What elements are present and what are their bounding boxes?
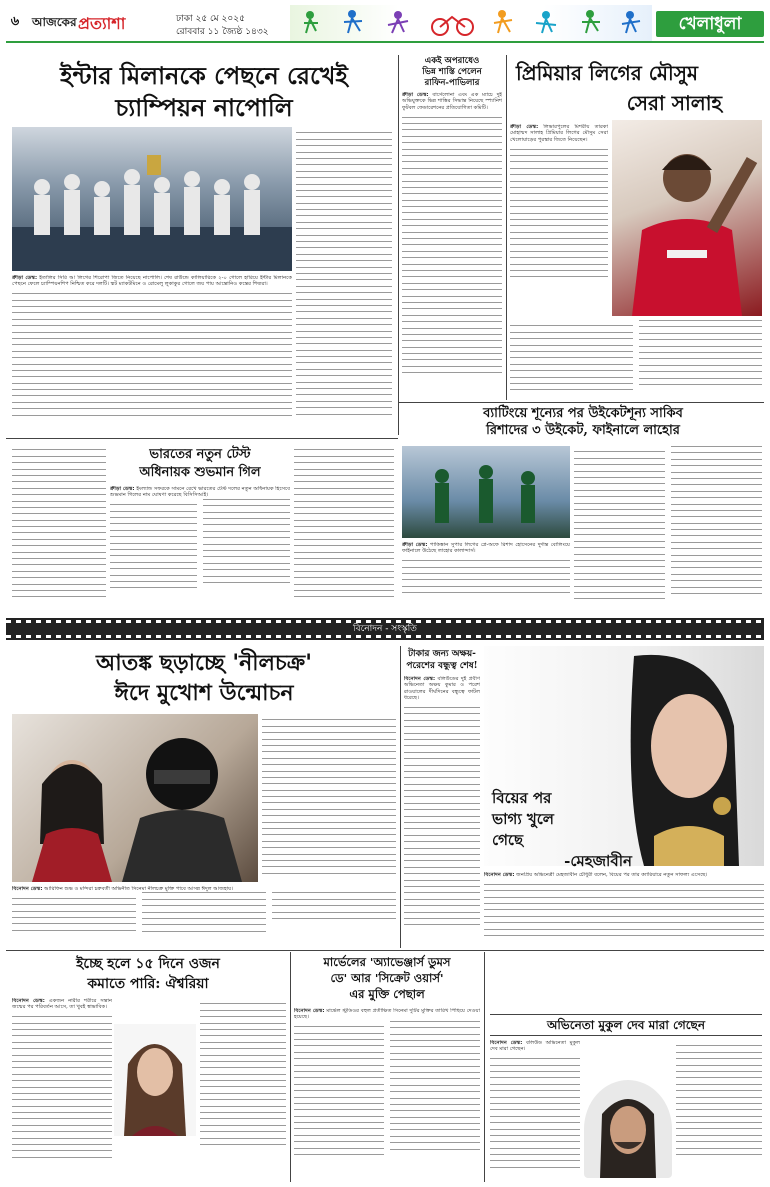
entertainment-label: বিনোদন - সংস্কৃতি (310, 623, 460, 635)
marvel-headline (294, 954, 480, 1002)
napoli-body-continuation (12, 293, 292, 415)
mukul-body (490, 1040, 580, 1180)
aishwarya-body-2 (200, 998, 286, 1178)
rafinha-body-text: বার্সেলোনা এবং এক ম্যাচে দুই অভিযুক্তকে ভিন্ন শাস্তির সিদ্ধান্ত নিয়েছে স্প্যানিশ ফুটবল ফেডারেশনের প্রতিযোগিতা কমিটি। (402, 92, 502, 111)
neelchakra-headline (12, 648, 396, 708)
aishwarya-body-text: একজন নারীর শরীরে সন্তান জন্মের পর পরিবর্তন আসে, তা খুবই স্বাভাবিক। (12, 998, 112, 1011)
shakib-body-lead: ক্রীড়া ডেস্ক: (402, 542, 428, 548)
marvel-headline-line-3: এর মুক্তি পেছাল (349, 987, 425, 1001)
mehazabien-body-lead: বিনোদন ডেস্ক: (484, 872, 515, 878)
salah-body-lead: ক্রীড়া ডেস্ক: (510, 124, 539, 130)
salah-body (510, 124, 608, 314)
neelchakra-body-lead: বিনোদন ডেস্ক: (12, 886, 43, 892)
date-line-1: ঢাকা ২৫ মে ২০২৫ (176, 14, 245, 24)
akshay-headline (404, 648, 480, 672)
napoli-headline (14, 60, 394, 124)
salah-photo (612, 120, 762, 316)
neelchakra-headline-line-2: ঈদে মুখোশ উন্মোচন (114, 680, 294, 706)
mehazabien-headline-line-1: বিয়ের পর (492, 789, 552, 807)
salah-body-2 (510, 320, 762, 400)
salah-headline-line-1: প্রিমিয়ার লিগের মৌসুম (516, 61, 699, 85)
shakib-body (402, 542, 570, 608)
aishwarya-headline-line-1: ইচ্ছে হলে ১৫ দিনে ওজন (76, 956, 220, 972)
shakib-photo (402, 446, 570, 538)
marvel-body (294, 1008, 480, 1178)
gill-headline-line-1: ভারতের নতুন টেস্ট (149, 447, 251, 462)
mehazabien-byline: -মেহজাবীন (564, 852, 632, 870)
marvel-body-lead: বিনোদন ডেস্ক: (294, 1008, 325, 1014)
neelchakra-body (12, 886, 396, 946)
gill-body-text: ইংল্যান্ড সফরকে সামনে রেখে ভারতের টেস্ট দলের নতুন অধিনায়ক হিসেবে শুভমান গিলের নাম ঘোষণা করেছে বিসিসিআই। (110, 486, 290, 499)
shakib-headline-line-1: ব্যাটিংয়ে শূন্যের পর উইকেটশূন্য সাকিব (483, 406, 683, 421)
neelchakra-poster-image (12, 714, 258, 882)
napoli-body-text: ইতালির সিরি আ লিগের শিরোপা জিতে নিয়েছে নাপোলি। শেষ রাউন্ডে কালিয়ারিকে ২-০ গোলে হারিয়ে ইন্টার মিলানকে পেছনে ফেলে চ্যাম্পিয়নশিপ নিশ্চিত করে দলটি। স্কট ম্যাকটমিনে ও রোমেলু লুকাকুর গোলে জয় পায় আন্তোনিও কন্তের শিষ্যরা। (12, 275, 292, 288)
mukul-dev-portrait-image (584, 1080, 672, 1178)
aishwarya-headline-line-2: কমাতে পারি: ঐশ্বরিয়া (87, 976, 209, 992)
napoli-headline-line-1: ইন্টার মিলানকে পেছনে রেখেই (60, 61, 348, 90)
neelchakra-photo (12, 714, 258, 882)
gill-left-col (12, 444, 106, 606)
sports-silhouettes (290, 5, 652, 41)
aishwarya-body-lead: বিনোদন ডেস্ক: (12, 998, 45, 1004)
rafinha-body-lead: ক্রীড়া ডেস্ক: (402, 92, 429, 98)
section-title: খেলাধুলা (656, 11, 764, 37)
rafinha-body (402, 92, 502, 410)
aishwarya-portrait-image (114, 1024, 196, 1136)
neelchakra-body-side (262, 714, 396, 882)
gill-headline-line-2: অধিনায়ক শুভমান গিল (139, 465, 261, 480)
paper-name-main: প্রত্যাশা (78, 14, 126, 33)
akshay-body-text: বলিউডের দুই প্রবীণ অভিনেতা অক্ষয় কুমার ও পরেশ রাওয়ালের দীর্ঘদিনের বন্ধুত্বে ফাটল ধরেছে। (404, 676, 480, 702)
masthead (6, 5, 764, 43)
marvel-headline-line-1: মার্ভেলের 'অ্যাভেঞ্জার্স ডুমস (323, 955, 451, 969)
rafinha-headline-line-3: রাফিন-পাভিলার (424, 78, 480, 88)
neelchakra-headline-line-1: আতঙ্ক ছড়াচ্ছে 'নীলচক্র' (96, 650, 312, 676)
salah-body-text: লিভারপুলের মিশরীয় তারকা মোহাম্মদ সালাহ প্রিমিয়ার লিগের মৌসুম সেরা খেলোয়াড়ের পুরস্কার জিতে নিয়েছেন। (510, 124, 608, 143)
napoli-photo (12, 127, 292, 271)
mukul-photo (584, 1080, 672, 1178)
akshay-headline-line-2: পরেশের বন্ধুত্ব শেষ! (406, 661, 478, 671)
mehazabien-headline-line-2: ভাগ্য খুলে (492, 810, 554, 828)
sports-banner (290, 5, 652, 41)
aishwarya-photo (114, 1024, 196, 1136)
shakib-headline (402, 405, 764, 439)
mukul-body-lead: বিনোদন ডেস্ক: (490, 1040, 523, 1046)
shakib-body-text: পাকিস্তান সুপার লিগের প্লে-অফে রিশাদ হোসেনের দুর্দান্ত বোলিংয়ে ফাইনালে উঠেছে লাহোর কালান্দার্স। (402, 542, 570, 555)
marvel-body-text: মার্ভেল স্টুডিওর বহুল প্রতীক্ষিত সিনেমা দুটির মুক্তির তারিখ পিছিয়ে দেওয়া হয়েছে। (294, 1008, 480, 1021)
salah-headline-line-2: সেরা সালাহ (626, 91, 722, 115)
napoli-team-celebration-image (12, 127, 292, 271)
mehazabien-headline (492, 788, 642, 872)
mukul-headline: অভিনেতা মুকুল দেব মারা গেছেন (546, 1018, 705, 1032)
neelchakra-body-text: আরিফিন শুভ ও মন্দিরা চক্রবর্তী অভিনীত সিনেমা নীলচক্র মুক্তি পাবে আসন্ন ঈদুল আজহায়। (44, 886, 234, 892)
gill-body-lead: ক্রীড়া ডেস্ক: (110, 486, 135, 492)
mehazabien-body-text: জনপ্রিয় অভিনেত্রী মেহজাবীন চৌধুরী বলেন, বিয়ের পর তার ক্যারিয়ারে নতুন সাফল্য এসেছে। (516, 872, 708, 878)
marvel-headline-line-2: ডে' আর 'সিক্রেট ওয়ার্স' (330, 971, 444, 985)
aishwarya-headline (12, 954, 284, 994)
napoli-headline-line-2: চ্যাম্পিয়ন নাপোলি (115, 93, 293, 122)
paper-name-prefix: আজকের (32, 15, 77, 29)
napoli-body-lead: ক্রীড়া ডেস্ক: (12, 275, 38, 281)
rafinha-headline (402, 56, 502, 89)
mukul-body-2 (676, 1040, 762, 1180)
rafinha-headline-line-2: ভিন্ন শাস্তি পেলেন (422, 67, 482, 77)
salah-headline (510, 58, 762, 118)
gill-headline (110, 446, 290, 482)
rafinha-headline-line-1: একই অপরাধেও (424, 56, 480, 66)
salah-image (612, 120, 762, 316)
mukul-body-text: বলিউড অভিনেতা মুকুল দেব মারা গেছেন। (490, 1040, 580, 1053)
mehazabien-headline-line-3: গেছে (492, 831, 524, 849)
akshay-headline-line-1: টাকার জন্য অক্ষয়- (408, 649, 476, 659)
mukul-headline-box (490, 1014, 762, 1036)
gill-right-col (294, 444, 394, 606)
aishwarya-body (12, 998, 112, 1178)
shakib-headline-line-2: রিশাদের ৩ উইকেট, ফাইনালে লাহোর (486, 423, 680, 438)
akshay-body (404, 676, 480, 946)
page-number: ৬ (10, 14, 20, 29)
akshay-body-lead: বিনোদন ডেস্ক: (404, 676, 436, 682)
date-line-2: রোববার ১১ জ্যৈষ্ঠ ১৪৩২ (176, 27, 269, 37)
shakib-body-2 (574, 446, 762, 608)
mehazabien-body (484, 872, 764, 946)
napoli-caption-body (12, 275, 292, 435)
gill-body (110, 486, 290, 606)
lahore-players-celebrating-image (402, 446, 570, 538)
napoli-body-col-2 (296, 127, 392, 433)
entertainment-bar (6, 618, 764, 640)
